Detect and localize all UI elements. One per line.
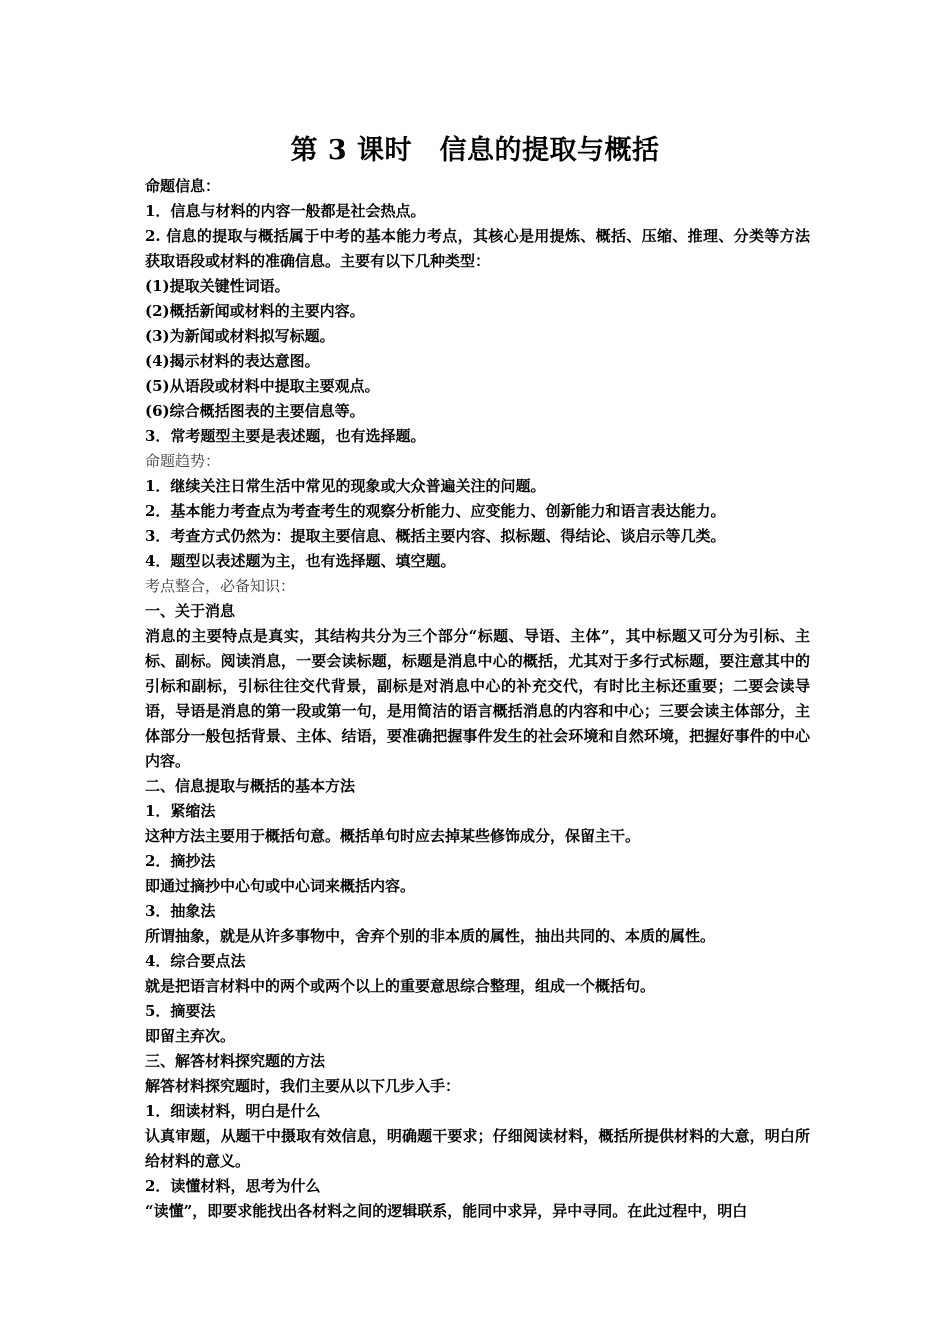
paragraph: 2．基本能力考查点为考查考生的观察分析能力、应变能力、创新能力和语言表达能力。 [145, 502, 726, 520]
list-item: (5)从语段或材料中提取主要观点。 [145, 377, 380, 395]
list-item: (3)为新闻或材料拟写标题。 [145, 327, 335, 345]
paragraph: 1．信息与材料的内容一般都是社会热点。 [145, 202, 426, 220]
list-item: (4)揭示材料的表达意图。 [145, 352, 320, 370]
subsection-heading: 5．摘要法 [145, 1002, 216, 1020]
paragraph: 认真审题，从题干中摄取有效信息，明确题干要求；仔细阅读材料，概括所提供材料的大意，明白所给材料的意义。 [145, 1127, 810, 1170]
paragraph: 即留主弃次。 [145, 1027, 236, 1045]
paragraph: 消息的主要特点是真实，其结构共分为三个部分“标题、导语、主体”，其中标题又可分为引标、主标、副标。阅读消息，一要会读标题，标题是消息中心的概括，尤其对于多行式标题，要注意其中的引标和副标，引标往往交代背景，副标是对消息中心的补充交代，有时比主标还重要；二要会读导语，导语是消息的第一段或第一句，是用简洁的语言概括消息的内容和中心；三要会读主体部分，主体部分一般包括背景、主体、结语，要准确把握事件发生的社会环境和自然环境，把握好事件的中心内容。 [145, 627, 810, 770]
paragraph: 即通过摘抄中心句或中心词来概括内容。 [145, 877, 416, 895]
paragraph: 3．考查方式仍然为：提取主要信息、概括主要内容、拟标题、得结论、谈启示等几类。 [145, 527, 726, 545]
paragraph: 4．题型以表述题为主，也有选择题、填空题。 [145, 552, 456, 570]
subsection-heading: 2．读懂材料，思考为什么 [145, 1177, 321, 1195]
paragraph: 1．继续关注日常生活中常见的现象或大众普遍关注的问题。 [145, 477, 546, 495]
document-body [145, 174, 810, 1224]
page-title: 第 3 课时 信息的提取与概括 [290, 135, 660, 166]
subsection-heading: 2．摘抄法 [145, 852, 216, 870]
list-item: (1)提取关键性词语。 [145, 277, 290, 295]
section-heading: 命题信息： [145, 177, 221, 195]
subsection-heading: 3．抽象法 [145, 902, 216, 920]
paragraph: 就是把语言材料中的两个或两个以上的重要意思综合整理，组成一个概括句。 [145, 977, 656, 995]
section-heading: 命题趋势： [145, 452, 221, 470]
subsection-heading: 1．细读材料，明白是什么 [145, 1102, 321, 1120]
paragraph: 这种方法主要用于概括句意。概括单句时应去掉某些修饰成分，保留主干。 [145, 827, 641, 845]
list-item: (6)综合概括图表的主要信息等。 [145, 402, 365, 420]
paragraph: “读懂”，即要求能找出各材料之间的逻辑联系，能同中求异，异中寻同。在此过程中，明白 [145, 1202, 748, 1220]
paragraph: 解答材料探究题时，我们主要从以下几步入手： [145, 1077, 461, 1095]
subsection-heading: 1．紧缩法 [145, 802, 216, 820]
section-heading: 二、信息提取与概括的基本方法 [145, 777, 356, 795]
paragraph: 2. 信息的提取与概括属于中考的基本能力考点，其核心是用提炼、概括、压缩、推理、分类等方法获取语段或材料的准确信息。主要有以下几种类型： [145, 227, 810, 270]
section-heading: 考点整合，必备知识： [145, 577, 296, 595]
paragraph: 3．常考题型主要是表述题，也有选择题。 [145, 427, 426, 445]
list-item: (2)概括新闻或材料的主要内容。 [145, 302, 365, 320]
subsection-heading: 4．综合要点法 [145, 952, 246, 970]
section-heading: 一、关于消息 [145, 602, 236, 620]
section-heading: 三、解答材料探究题的方法 [145, 1052, 326, 1070]
paragraph: 所谓抽象，就是从许多事物中，舍弃个别的非本质的属性，抽出共同的、本质的属性。 [145, 927, 716, 945]
